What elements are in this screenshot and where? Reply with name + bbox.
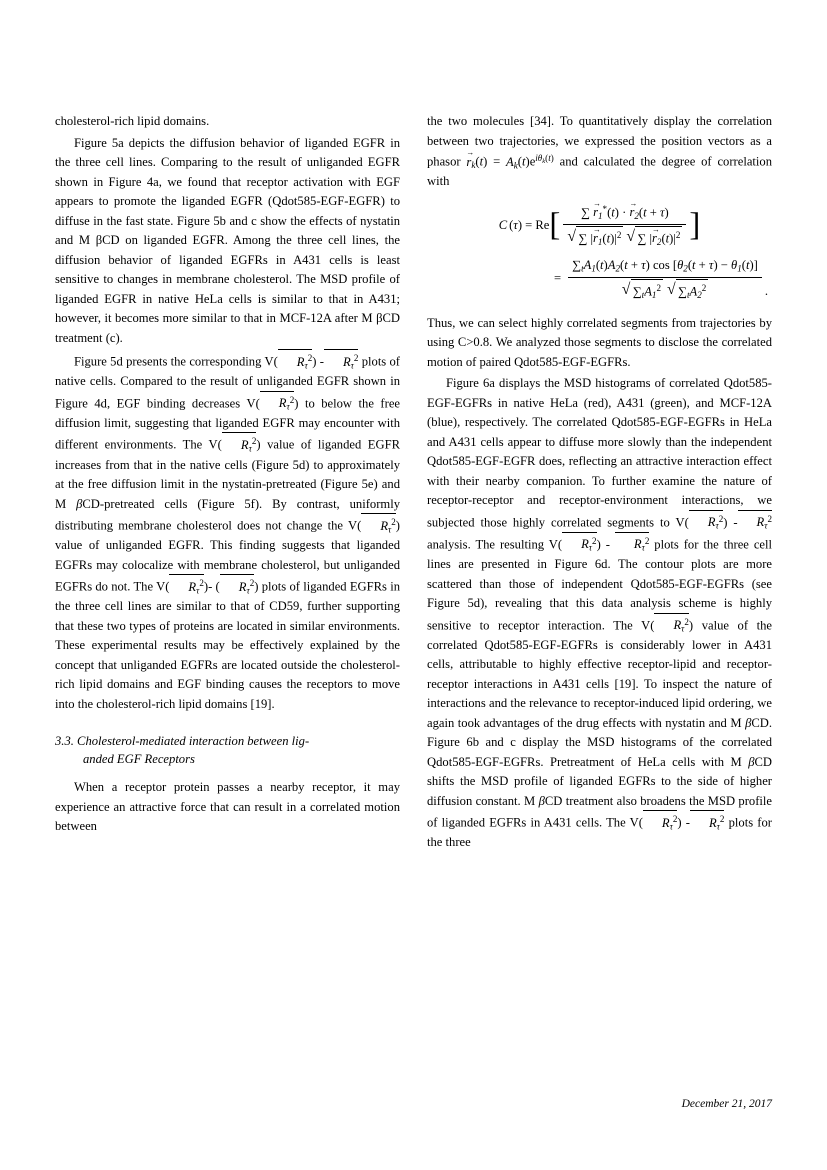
right-column [427, 112, 772, 853]
two-column-layout [55, 112, 772, 853]
section-number: 3.3. [55, 733, 74, 748]
paragraph-receptor-passes: When a receptor protein passes a nearby receptor, it may experience an attractive force that can result in a correlated motion between [55, 780, 400, 834]
paragraph-two-molecules-head: the two molecules [34]. To quantitatively display the correlation between two trajectories, we expressed the position vectors as a phasor [427, 114, 772, 169]
paragraph-figure5a: Figure 5a depicts the diffusion behavior of liganded EGFR in the three cell lines. Comparing to the result of unliganded EGFR shown in Figure 4a, we found that receptor activation with EGF appears to promote the liganded EGFR (Qdot585-EGF-EGFR) to diffuse in the fast state. Figure 5b and c show the effects of nystatin and M βCD on liganded EGFR. Among the three cell lines, the diffusion behavior of liganded EGFRs in A431 cells is least sensitive to changes in membrane cholesterol. The MSD profile of liganded EGFR in native HeLa cells is similar to that in A431; however, it becomes more similar to that in MCF-12A after M βCD treatment (c). [55, 135, 400, 345]
equation-fraction-2: $\sum_tA_1(t)A_2(t + \tau)$ $\cos [\theta_2(t + \tau) - \theta_1(t)]$ √ $\sum_tA_1^2$ √ $\sum_tA_2^2$ [568, 256, 762, 302]
paragraph-figure6a-head: Figure 6a displays the MSD histograms of correlated Qdot585-EGF-EGFRs in native HeLa (red), A431 (green), and MCF-12A (blue), respectively. The correlated Qdot585-EGF-EGFRs in HeLa and A431 cells appear to diffuse more slowly than the independent Qdot585-EGF-EGFR does, reflecting an attractive interaction effect with their nearby companion. To further examine the nature of receptor-receptor and receptor-environment interactions, we subjected those highly correlated segments to [427, 376, 772, 530]
inline-math-position-vector: r → [466, 153, 471, 173]
paragraph-cholesterol-domains: cholesterol-rich lipid domains. [55, 114, 210, 128]
section-heading [55, 732, 400, 770]
paragraph-two-molecules: the two molecules [34]. To quantitatively display the correlation between two trajectories, we expressed the position vectors as a phasor $r \to_k(t) = A_k(t)e^{i\theta_k(t)}$ and calculated the degree of correlation with [427, 112, 772, 192]
page-footer-date: December 21, 2017 [681, 1098, 772, 1110]
section-title-line2: anded EGF Receptors [83, 752, 195, 767]
equation-fraction-1: ∑ $r \to_1^*(t) \cdot r \to_2(t + \tau)$ √ ∑ $|r \to_1(t)|^2$ √ ∑ $|r \to_2(t)|^2$ [563, 202, 686, 249]
section-title-line1: Cholesterol-mediated interaction between lig- [77, 733, 310, 748]
equation-correlation: C ( τ ) = Re [ ∑ $r \to_1^*(t) \cdot r \to_2(t + \tau)$ √ ∑ $|r \to_1(t)|^2$ √ ∑ $|r \to_2(t)|^2$ ] = $\sum_tA_1(t)A_2(t + \tau)$ $\cos [\theta_2(t + \tau) - \theta_1(t)]$ √ $\sum_tA_1^2$ √ $\sum_tA_2^2$ . [427, 202, 772, 302]
paragraph-two-molecules-tail: and calculated the degree of correlation with [427, 154, 772, 189]
paragraph-highly-correlated: Thus, we can select highly correlated segments from trajectories by using C>0.8. We analyzed those segments to disclose the correlated motion of paired Qdot585-EGF-EGFRs. [427, 315, 772, 369]
left-column [55, 112, 400, 837]
paragraph-figure6a: Figure 6a displays the MSD histograms of correlated Qdot585-EGF-EGFRs in native HeLa (red), A431 (green), and MCF-12A (blue), respectively. The correlated Qdot585-EGF-EGFRs in HeLa and A431 cells appear to diffuse more slowly than the independent Qdot585-EGF-EGFR does, reflecting an attractive interaction effect with their nearby companion. To further examine the nature of receptor-receptor and receptor-environment interactions, we subjected those highly correlated segments to V( $R_\tau^2) - R_\tau^2$ analysis. The resulting V( $R_\tau^2) - R_\tau^2$ plots for the three cell lines are presented in Figure 6d. The contour plots are more scattered than those of independent Qdot585-EGF-EGFRs (see Figure 5d), revealing that this data analysis scheme is highly sensitive to receptor interaction. The V( $R_\tau^2$) value of the correlated Qdot585-EGF-EGFRs is considerably lower in A431 cells, attributable to highly effective receptor-lipid and receptor-receptor interactions in A431 cells [19]. To inspect the nature of interactions and the relevance to receptor-induced lipid ordering, we again took advantages of the drug effects with nystatin and M βCD. Figure 6b and c display the MSD histograms of the correlated Qdot585-EGF-EGFRs. Pretreatment of HeLa cells with M βCD shifts the MSD profile of liganded EGFRs to the side of higher diffusion constant. M βCD treatment also broadens the MSD profile of liganded EGFRs in A431 cells. The V( $R_\tau^2) - R_\tau^2$ plots for the three [427, 376, 773, 850]
paragraph-figure5d: Figure 5d presents the corresponding V( $R_\tau^2) - R_\tau^2$ plots of native cells. Compared to the result of unliganded EGFR shown in Figure 4d, EGF binding decreases V( $R_\tau^2$) to below the free diffusion limit, suggesting that liganded EGFR may encounter with different environments. The V( $R_\tau^2$) value of liganded EGFR increases from that in the native cells (Figure 5d) to approximately at the free diffusion limit in the nystatin-pretreated (Figure 5e) and M βCD-pretreated cells (Figure 5f). By contrast, uniformly distributing membrane cholesterol does not change the V( $R_\tau^2$) value of unliganded EGFR. This finding suggests that liganded EGFRs may colocalize with membrane cholesterol, but unliganded EGFRs do not. The V( $R_\tau^2)-$ ( $R_\tau^2$) plots of liganded EGFRs in the three cell lines are similar to that of CD59, further supporting that these two types of proteins are located in similar environments. These experimental results may be effectively explained by the concept that unliganded EGFRs are located outside the cholesterol-rich lipid domains and EGF binding causes the receptors to move into the cholesterol-rich lipid domains [19]. [55, 350, 400, 714]
